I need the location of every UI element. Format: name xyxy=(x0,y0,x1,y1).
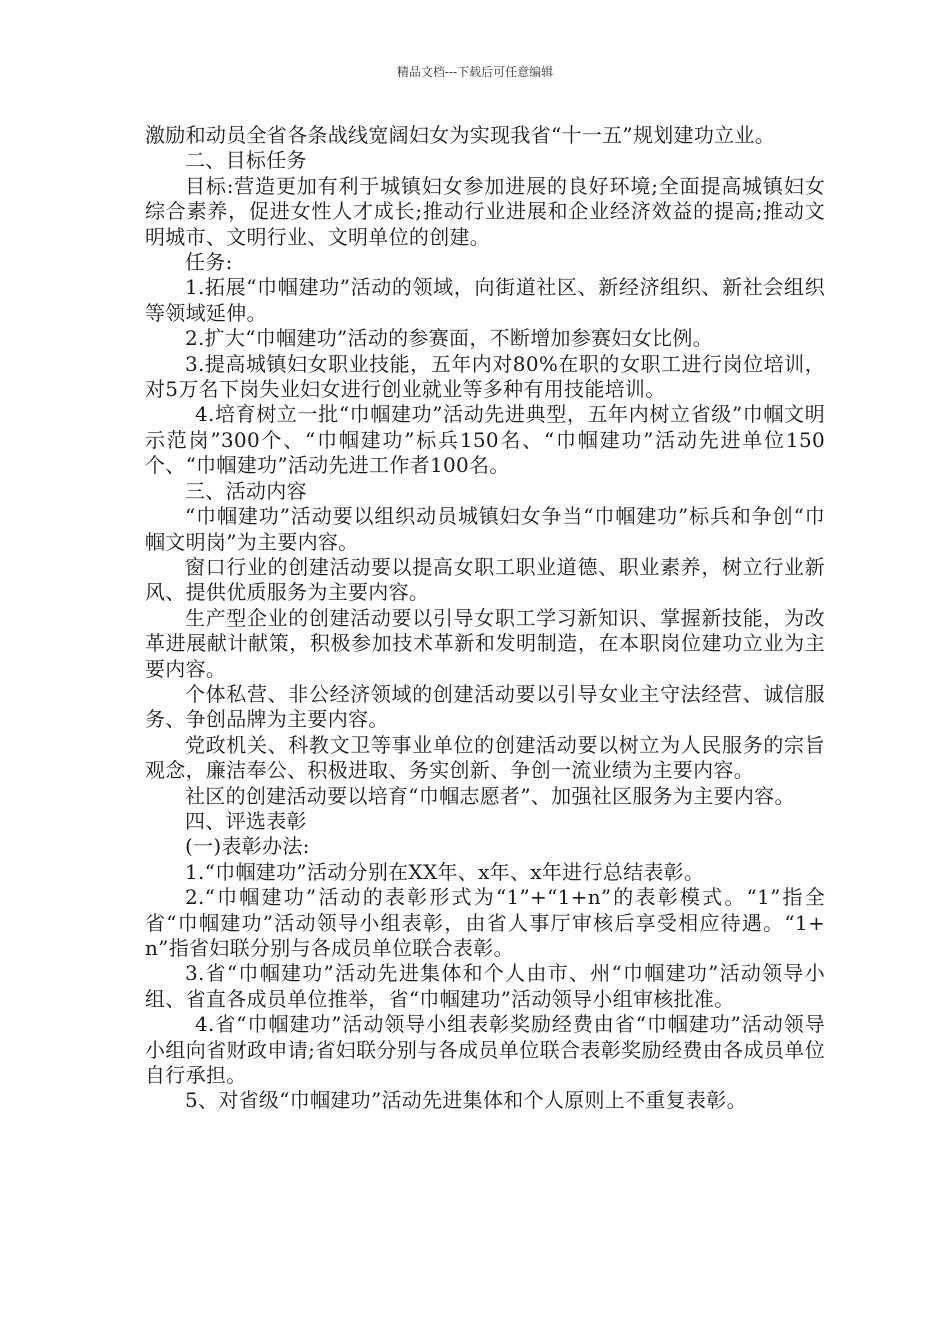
document-body xyxy=(145,123,825,1114)
paragraph: (一)表彰办法: xyxy=(185,834,310,859)
paragraph: 党政机关、科教文卫等事业单位的创建活动要以树立为人民服务的宗旨观念，廉洁奉公、积极进取、务实创新、争创一流业绩为主要内容。 xyxy=(145,732,825,783)
paragraph: 目标:营造更加有利于城镇妇女参加进展的良好环境;全面提高城镇妇女综合素养，促进女性人才成长;推动行业进展和企业经济效益的提高;推动文明城市、文明行业、文明单位的创建。 xyxy=(145,173,825,249)
paragraph: 3.省“巾帼建功”活动先进集体和个人由市、州“巾帼建功”活动领导小组、省直各成员单位推举，省“巾帼建功”活动领导小组审核批准。 xyxy=(145,961,825,1011)
paragraph: 个体私营、非公经济领域的创建活动要以引导女业主守法经营、诚信服务、争创品牌为主要内容。 xyxy=(145,681,825,732)
paragraph: 三、活动内容 xyxy=(185,478,307,503)
paragraph: 二、目标任务 xyxy=(185,148,307,173)
paragraph: 4.省“巾帼建功”活动领导小组表彰奖励经费由省“巾帼建功”活动领导小组向省财政申请;省妇联分别与各成员单位联合表彰奖励经费由各成员单位自行承担。 xyxy=(145,1012,825,1088)
paragraph: 社区的创建活动要以培育“巾帼志愿者”、加强社区服务为主要内容。 xyxy=(185,783,795,808)
paragraph: 生产型企业的创建活动要以引导女职工学习新知识、掌握新技能，为改革进展献计献策，积极参加技术革新和发明制造，在本职岗位建功立业为主要内容。 xyxy=(145,605,825,681)
paragraph: 窗口行业的创建活动要以提高女职工职业道德、职业素养，树立行业新风、提供优质服务为主要内容。 xyxy=(145,554,825,605)
paragraph: 3.提高城镇妇女职业技能，五年内对80%在职的女职工进行岗位培训，对5万名下岗失业妇女进行创业就业等多种有用技能培训。 xyxy=(145,351,825,402)
paragraph: 任务: xyxy=(185,250,233,275)
paragraph: 激励和动员全省各条战线宽阔妇女为实现我省“十一五”规划建功立业。 xyxy=(145,123,776,147)
paragraph: “巾帼建功”活动要以组织动员城镇妇女争当“巾帼建功”标兵和争创“巾帼文明岗”为主要内容。 xyxy=(145,504,825,554)
paragraph: 1.“巾帼建功”活动分别在XX年、x年、x年进行总结表彰。 xyxy=(185,859,705,884)
paragraph: 1.拓展“巾帼建功”活动的领域，向街道社区、新经济组织、新社会组织等领域延伸。 xyxy=(145,275,825,325)
paragraph: 四、评选表彰 xyxy=(185,808,307,833)
paragraph: 2.“巾帼建功”活动的表彰形式为“1”+“1+n”的表彰模式。“1”指全省“巾帼建功”活动领导小组表彰，由省人事厅审核后享受相应待遇。“1+n”指省妇联分别与各成员单位联合表彰。 xyxy=(145,885,825,960)
page-header: 精品文档---下载后可任意编辑 xyxy=(396,65,554,79)
paragraph: 5、对省级“巾帼建功”活动先进集体和个人原则上不重复表彰。 xyxy=(185,1088,747,1113)
paragraph: 2.扩大“巾帼建功”活动的参赛面，不断增加参赛妇女比例。 xyxy=(185,326,713,351)
paragraph: 4.培育树立一批“巾帼建功”活动先进典型，五年内树立省级”巾帼文明示范岗”300个、“巾帼建功”标兵150名、“巾帼建功”活动先进单位150个、“巾帼建功”活动先进工作者100名。 xyxy=(145,402,825,478)
